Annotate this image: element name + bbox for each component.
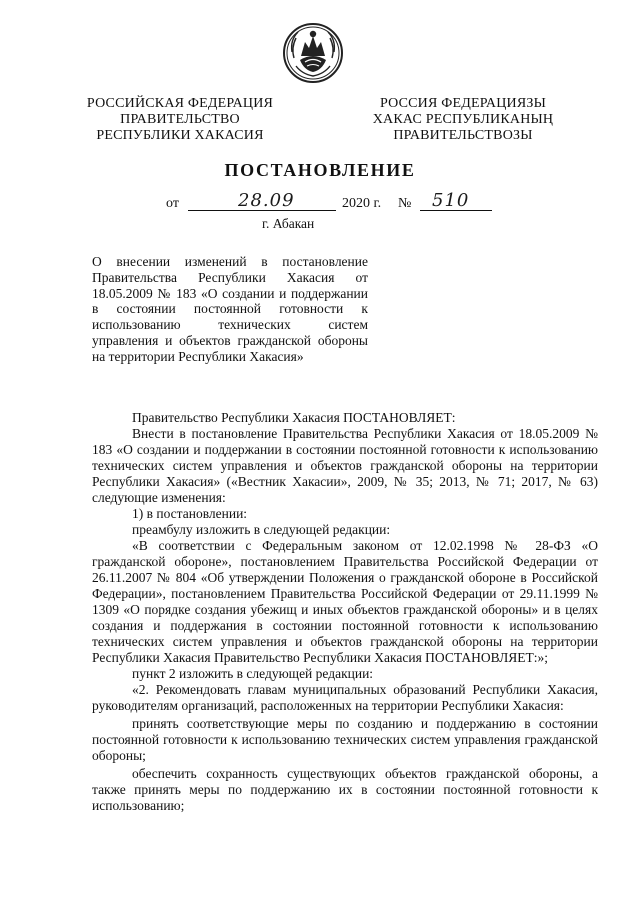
header-right-line: РОССИЯ ФЕДЕРАЦИЯЗЫ <box>379 96 547 111</box>
emblem-graphic <box>282 22 344 84</box>
handwritten-date: 28.09 <box>238 190 295 211</box>
city-label: г. Абакан <box>262 216 315 231</box>
body-paragraph: обеспечить сохранность существующих объектов гражданской обороны, а также принять меры по поддержанию их в состоянии постоянной готовности к использованию; <box>92 766 598 813</box>
date-number-row <box>166 190 496 216</box>
resolution-subject: О внесении изменений в постановление Правительства Республики Хакасия от 18.05.2009 № 183 «О создании и поддержании в состоянии постоянной готовности к использованию технических систем управления и объектов гражданской обороны на территории Республики Хакасия» <box>92 254 368 364</box>
handwritten-number: 510 <box>432 190 470 211</box>
body-paragraph: преамбулу изложить в следующей редакции: <box>132 522 391 537</box>
body-paragraph: Внести в постановление Правительства Республики Хакасия от 18.05.2009 № 183 «О создании и поддержании в состоянии постоянной готовности к использованию технических систем управления и объектов гражданской обороны на территории Республики Хакасия» («Вестник Хакасии», 2009, № 35; 2013, № 71; 2017, № 63) следующие изменения: <box>92 426 598 505</box>
year-label: 2020 г. <box>342 196 382 211</box>
body-paragraph: принять соответствующие меры по созданию и поддержанию в состоянии постоянной готовности к использованию технических систем управления гражданской обороны; <box>92 716 598 763</box>
header-right <box>368 96 558 144</box>
header-right-line: ПРАВИТЕЛЬСТВОЗЫ <box>393 128 533 143</box>
document-body <box>92 410 598 814</box>
body-paragraph: «В соответствии с Федеральным законом от 12.02.1998 № 28-ФЗ «О гражданской обороне», постановлением Правительства Российской Федерации от 26.11.2007 № 804 «Об утверждении Положения о гражданской обороне в Российской Федерации», постановлением Правительства Российской Федерации от 29.11.1999 № 1309 «О порядке создания убежищ и иных объектов гражданской обороны» и в целях создания и поддержания в состоянии постоянной готовности к использованию технических систем управления и объектов гражданской обороны на территории Республики Хакасия Правительство Республики Хакасия ПОСТАНОВЛЯЕТ:»; <box>92 538 598 665</box>
header-left-line: РЕСПУБЛИКИ ХАКАСИЯ <box>96 128 264 143</box>
body-paragraph: 1) в постановлении: <box>132 506 248 521</box>
number-sign: № <box>398 196 412 211</box>
document-title: ПОСТАНОВЛЕНИЕ <box>224 160 416 180</box>
body-paragraph: пункт 2 изложить в следующей редакции: <box>132 666 374 681</box>
header-right-line: ХАКАС РЕСПУБЛИКАНЫҢ <box>372 112 554 127</box>
body-paragraph: Правительство Республики Хакасия ПОСТАНОВЛЯЕТ: <box>132 410 456 425</box>
header-left-line: РОССИЙСКАЯ ФЕДЕРАЦИЯ <box>86 96 274 111</box>
coat-of-arms-icon <box>282 22 344 84</box>
body-paragraph: «2. Рекомендовать главам муниципальных образований Республики Хакасия, руководителям организаций, расположенных на территории Республики Хакасия: <box>92 682 598 713</box>
date-prefix: от <box>166 196 179 211</box>
header-left <box>80 96 280 144</box>
header-left-line: ПРАВИТЕЛЬСТВО <box>120 112 240 127</box>
